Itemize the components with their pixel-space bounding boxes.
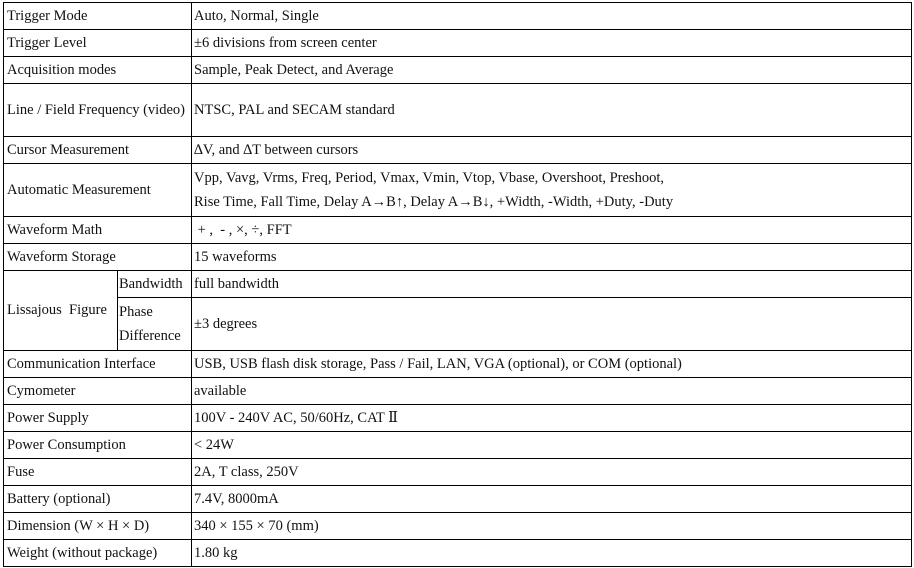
measurement-line-1: Vpp, Vavg, Vrms, Freq, Period, Vmax, Vmin, Vtop, Vbase, Overshoot, Preshoot, (194, 170, 664, 186)
row-label: Lissajous Figure (4, 271, 118, 351)
row-value: 15 waveforms (192, 244, 912, 271)
table-row (4, 244, 912, 271)
table-row (4, 30, 912, 57)
row-value: Auto, Normal, Single (192, 3, 912, 30)
row-value: Sample, Peak Detect, and Average (192, 57, 912, 84)
row-label: Cursor Measurement (4, 137, 192, 164)
table-row (4, 513, 912, 540)
row-value: 340 × 155 × 70 (mm) (192, 513, 912, 540)
row-label: Waveform Storage (4, 244, 192, 271)
table-row (4, 271, 912, 298)
table-row (4, 459, 912, 486)
table-row (4, 540, 912, 567)
row-label: Communication Interface (4, 351, 192, 378)
sub-label-phase-difference: Phase Difference (118, 298, 192, 351)
table-row (4, 486, 912, 513)
row-label: Fuse (4, 459, 192, 486)
row-value (192, 164, 912, 217)
row-label: Dimension (W × H × D) (4, 513, 192, 540)
row-label: Weight (without package) (4, 540, 192, 567)
row-label: Power Supply (4, 405, 192, 432)
measurement-line-2: Rise Time, Fall Time, Delay A→B↑, Delay A→B↓, +Width, -Width, +Duty, -Duty (194, 194, 674, 210)
table-row (4, 217, 912, 244)
table-row (4, 57, 912, 84)
row-label: Trigger Mode (4, 3, 192, 30)
row-value: ±6 divisions from screen center (192, 30, 912, 57)
row-value: ±3 degrees (192, 298, 912, 351)
row-value: < 24W (192, 432, 912, 459)
row-label: Power Consumption (4, 432, 192, 459)
row-value: ∆V, and ∆T between cursors (192, 137, 912, 164)
row-value: available (192, 378, 912, 405)
row-label: Waveform Math (4, 217, 192, 244)
table-row (4, 84, 912, 137)
row-value: 7.4V, 8000mA (192, 486, 912, 513)
spec-table (3, 2, 912, 567)
row-value: 1.80 kg (192, 540, 912, 567)
row-value: + , - , ×, ÷, FFT (192, 217, 912, 244)
row-label: Automatic Measurement (4, 164, 192, 217)
row-label: Line / Field Frequency (video) (4, 84, 192, 137)
row-value: NTSC, PAL and SECAM standard (192, 84, 912, 137)
row-label: Cymometer (4, 378, 192, 405)
row-label: Battery (optional) (4, 486, 192, 513)
sub-label-bandwidth: Bandwidth (118, 271, 192, 298)
table-row (4, 351, 912, 378)
row-label: Acquisition modes (4, 57, 192, 84)
table-row (4, 378, 912, 405)
row-label: Trigger Level (4, 30, 192, 57)
row-value: 2A, T class, 250V (192, 459, 912, 486)
table-row (4, 298, 912, 351)
table-row (4, 137, 912, 164)
row-value: 100V - 240V AC, 50/60Hz, CAT Ⅱ (192, 405, 912, 432)
table-row (4, 432, 912, 459)
row-value: full bandwidth (192, 271, 912, 298)
table-row (4, 3, 912, 30)
row-value: USB, USB flash disk storage, Pass / Fail, LAN, VGA (optional), or COM (optional) (192, 351, 912, 378)
table-row (4, 164, 912, 217)
table-row (4, 405, 912, 432)
